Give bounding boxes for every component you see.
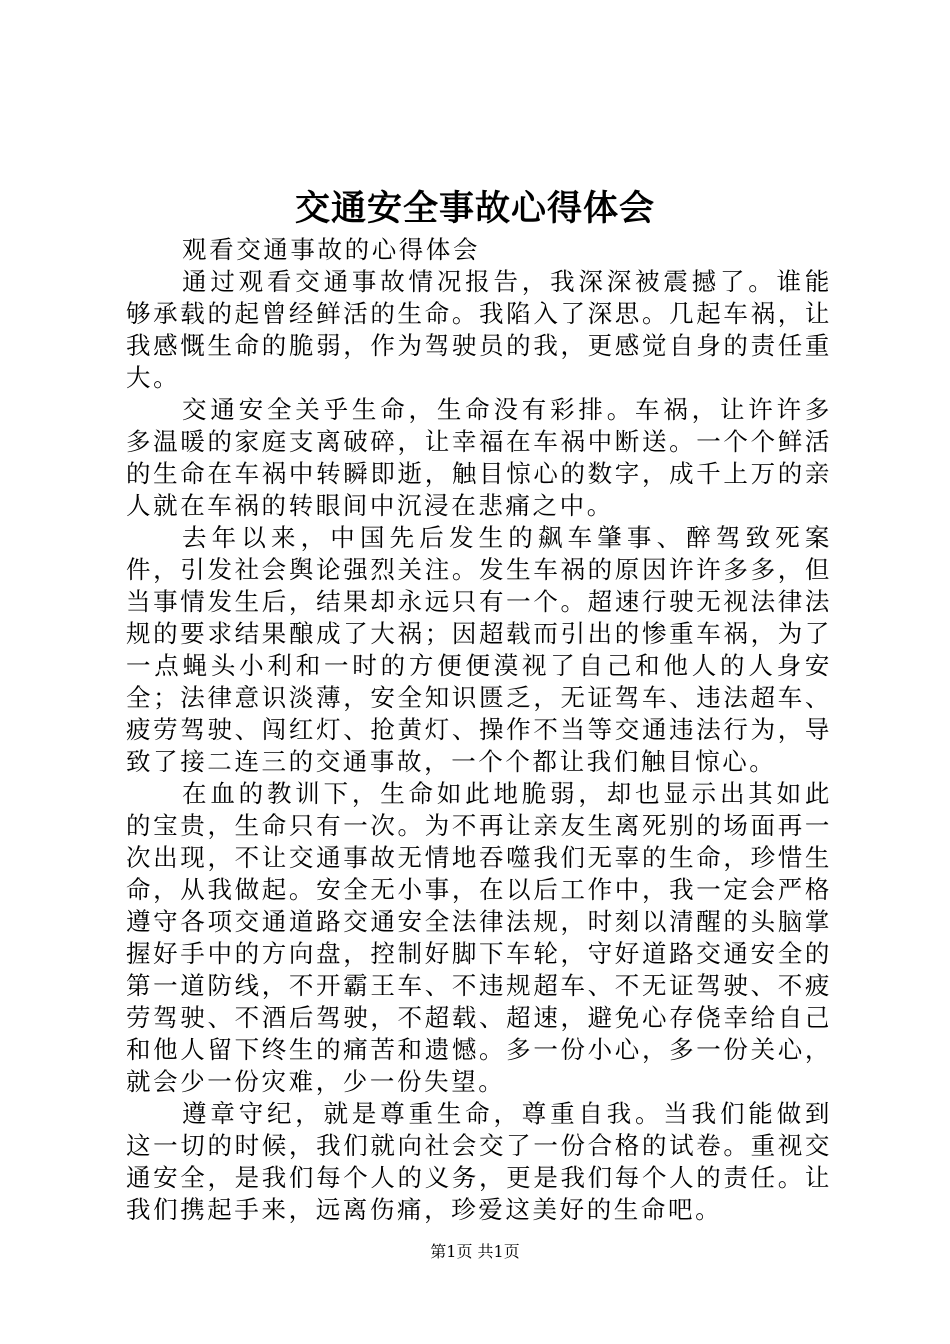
document-body (126, 234, 832, 1226)
paragraph: 交通安全关乎生命，生命没有彩排。车祸，让许许多多温暖的家庭支离破碎，让幸福在车祸中断送。一个个鲜活的生命在车祸中转瞬即逝，触目惊心的数字，成千上万的亲人就在车祸的转眼间中沉浸在悲痛之中。 (126, 395, 832, 520)
document-subtitle: 观看交通事故的心得体会 (182, 235, 481, 264)
document-title: 交通安全事故心得体会 (294, 188, 655, 229)
page-number-footer: 第1页 共1页 (430, 1242, 520, 1261)
paragraph: 在血的教训下，生命如此地脆弱，却也显示出其如此的宝贵，生命只有一次。为不再让亲友生离死别的场面再一次出现，不让交通事故无情地吞噬我们无辜的生命，珍惜生命，从我做起。安全无小事，在以后工作中，我一定会严格遵守各项交通道路交通安全法律法规，时刻以清醒的头脑掌握好手中的方向盘，控制好脚下车轮，守好道路交通安全的第一道防线，不开霸王车、不违规超车、不无证驾驶、不疲劳驾驶、不酒后驾驶，不超载、超速，避免心存侥幸给自己和他人留下终生的痛苦和遗憾。多一份小心，多一份关心，就会少一份灾难，少一份失望。 (126, 779, 832, 1096)
paragraph: 遵章守纪，就是尊重生命，尊重自我。当我们能做到这一切的时候，我们就向社会交了一份合格的试卷。重视交通安全，是我们每个人的义务，更是我们每个人的责任。让我们携起手来，远离伤痛，珍爱这美好的生命吧。 (126, 1099, 832, 1224)
paragraph: 去年以来，中国先后发生的飙车肇事、醉驾致死案件，引发社会舆论强烈关注。发生车祸的原因许许多多，但当事情发生后，结果却永远只有一个。超速行驶无视法律法规的要求结果酿成了大祸；因超载而引出的惨重车祸，为了一点蝇头小利和一时的方便便漠视了自己和他人的人身安全；法律意识淡薄，安全知识匮乏，无证驾车、违法超车、疲劳驾驶、闯红灯、抢黄灯、操作不当等交通违法行为，导致了接二连三的交通事故，一个个都让我们触目惊心。 (126, 523, 832, 776)
paragraph: 通过观看交通事故情况报告，我深深被震撼了。谁能够承载的起曾经鲜活的生命。我陷入了深思。几起车祸，让我感慨生命的脆弱，作为驾驶员的我，更感觉自身的责任重大。 (126, 267, 832, 392)
